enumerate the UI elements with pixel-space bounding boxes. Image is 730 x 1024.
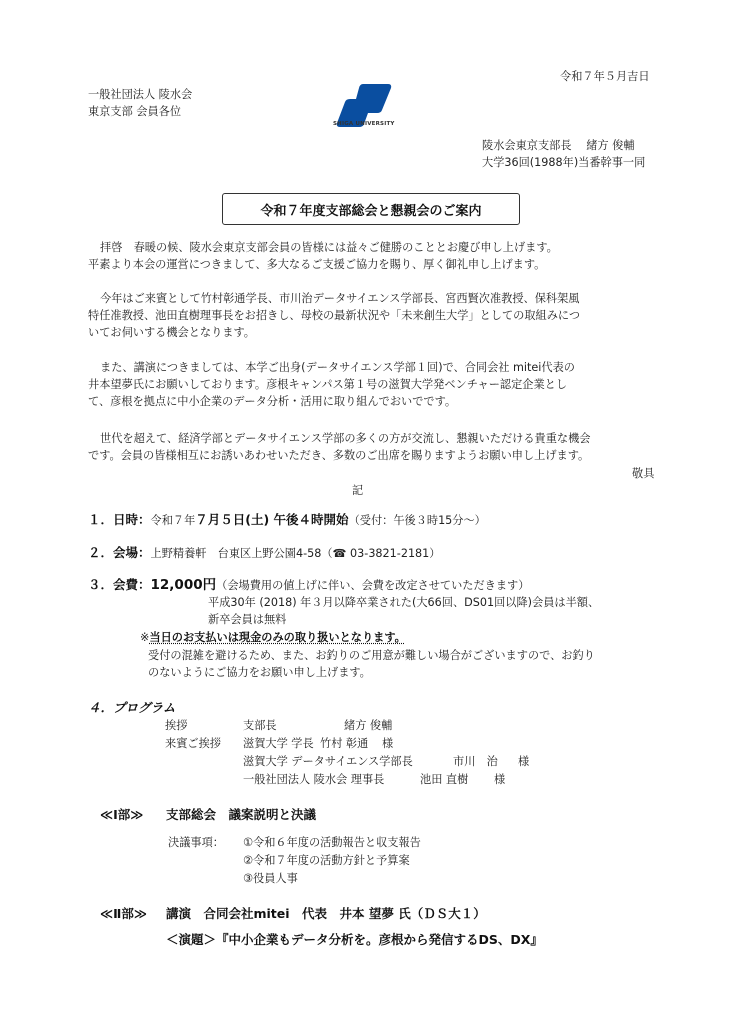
part2-label: ≪Ⅱ部≫ <box>100 906 147 921</box>
program-role: 来賓ご挨拶 <box>165 737 221 750</box>
program-suffix: 様 <box>518 755 530 768</box>
part2-title: 講演 合同会社mitei 代表 井本 望夢 氏（ＤＳ大１） <box>166 906 486 921</box>
paragraph-lecture <box>88 359 663 410</box>
resolution-label: 決議事項： <box>168 836 224 849</box>
fee-detail-2: 新卒会員は無料 <box>208 613 287 626</box>
item-date-bold: ７月５日(土) 午後４時開始 <box>195 512 349 527</box>
program-heading: ４．プログラム <box>88 700 176 715</box>
item-date-pre: 令和７年 <box>150 514 196 527</box>
text-line: 世代を超えて、経済学部とデータサイエンス学部の多くの方が交流し、懇親いただける貴重な機会 <box>100 432 591 445</box>
sender-line-1: 陵水会東京支部長 緒方 俊輔 <box>482 139 635 152</box>
program-suffix: 様 <box>494 773 506 786</box>
item-fee-amount: 12,000円 <box>150 577 217 593</box>
recipient-line-2: 東京支部 会員各位 <box>88 105 182 118</box>
text-line: て、彦根を拠点に中小企業のデータ分析・活用に取り組んでおいでです。 <box>88 395 457 408</box>
notice-text: 当日のお支払いは現金のみの取り扱いとなります。 <box>149 631 406 644</box>
sender-line-2: 大学36回(1988年)当番幹事一同 <box>482 156 646 169</box>
program-role: 挨拶 <box>165 719 188 732</box>
text-line: いてお伺いする機会となります。 <box>88 326 255 339</box>
ki-heading: 記 <box>352 484 364 497</box>
paragraph-guests <box>88 290 663 341</box>
issue-date: 令和７年５月吉日 <box>560 70 650 83</box>
closing-keigu: 敬具 <box>632 467 655 480</box>
paragraph-greeting <box>88 239 663 273</box>
item-venue <box>88 544 440 562</box>
paragraph-invitation <box>88 430 663 464</box>
notice-detail-1: 受付の混雑を避けるため、また、お釣りのご用意が難しい場合がございますので、お釣り <box>148 649 595 662</box>
program-org: 一般社団法人 陵水会 理事長 <box>243 773 385 786</box>
logo-text: SHIGA UNIVERSITY <box>333 121 395 127</box>
resolution-item: ①令和６年度の活動報告と収支報告 <box>243 836 421 849</box>
text-line: 拝啓 春暖の候、陵水会東京支部会員の皆様には益々ご健勝のこととお慶び申し上げます。 <box>100 241 558 254</box>
text-line: また、講演につきましては、本学ご出身(データサイエンス学部１回)で、合同会社 mitei代表の <box>100 361 575 374</box>
item-date-note: （受付：午後３時15分～） <box>348 514 486 527</box>
notice-mark: ※ <box>140 631 150 644</box>
program-name: 竹村 彰通 <box>320 737 369 750</box>
program-name: 池田 直樹 <box>420 773 469 786</box>
program-org: 支部長 <box>243 719 277 732</box>
part1-label: ≪Ⅰ部≫ <box>100 807 144 822</box>
program-org: 滋賀大学 データサイエンス学部長 <box>243 755 413 768</box>
text-line: 特任准教授、池田直樹理事長をお招きし、母校の最新状況や「未来創生大学」としての取組みにつ <box>88 309 581 322</box>
item-date-label: １．日時： <box>88 512 151 527</box>
text-line: 井本望夢氏にお願いしております。彦根キャンパス第１号の滋賀大学発ベンチャー認定企業とし <box>88 378 568 391</box>
resolution-item: ③役員人事 <box>243 872 298 885</box>
text-line: 平素より本会の運営につきまして、多大なるご支援ご協力を賜り、厚く御礼申し上げます。 <box>88 258 546 271</box>
recipient-line-1: 一般社団法人 陵水会 <box>88 88 193 101</box>
program-suffix: 様 <box>382 737 394 750</box>
fee-notice <box>140 629 406 646</box>
item-fee-label: ３．会費： <box>88 577 151 592</box>
item-venue-phone: 03-3821-2181） <box>346 547 441 560</box>
part2-topic: ＜演題＞『中小企業もデータ分析を。彦根から発信するDS、DX』 <box>166 932 543 947</box>
item-date <box>88 511 486 529</box>
program-name: 市川 治 <box>453 755 498 768</box>
phone-icon: ☎ <box>332 547 347 560</box>
program-name: 緒方 俊輔 <box>344 719 393 732</box>
text-line: 今年はご来賓として竹村彰通学長、市川治データサイエンス学部長、宮西賢次准教授、保科架風 <box>100 292 580 305</box>
resolution-item: ②令和７年度の活動方針と予算案 <box>243 854 410 867</box>
program-org: 滋賀大学 学長 <box>243 737 314 750</box>
fee-detail-1: 平成30年 (2018) 年３月以降卒業された(大66回、DS01回以降)会員は半額、 <box>208 596 600 609</box>
item-fee-note: （会場費用の値上げに伴い、会費を改定させていただきます） <box>216 579 530 592</box>
document-title: 令和７年度支部総会と懇親会のご案内 <box>222 193 520 225</box>
item-venue-label: ２．会場： <box>88 545 151 560</box>
item-venue-text: 上野精養軒 台東区上野公園4-58（ <box>150 547 333 560</box>
item-fee <box>88 576 529 594</box>
text-line: です。会員の皆様相互にお誘いあわせいただき、多数のご出席を賜りますようお願い申し上げます。 <box>88 449 590 462</box>
part1-title: 支部総会 議案説明と決議 <box>166 807 317 822</box>
notice-detail-2: のないようにご協力をお願い申し上げます。 <box>148 666 371 679</box>
